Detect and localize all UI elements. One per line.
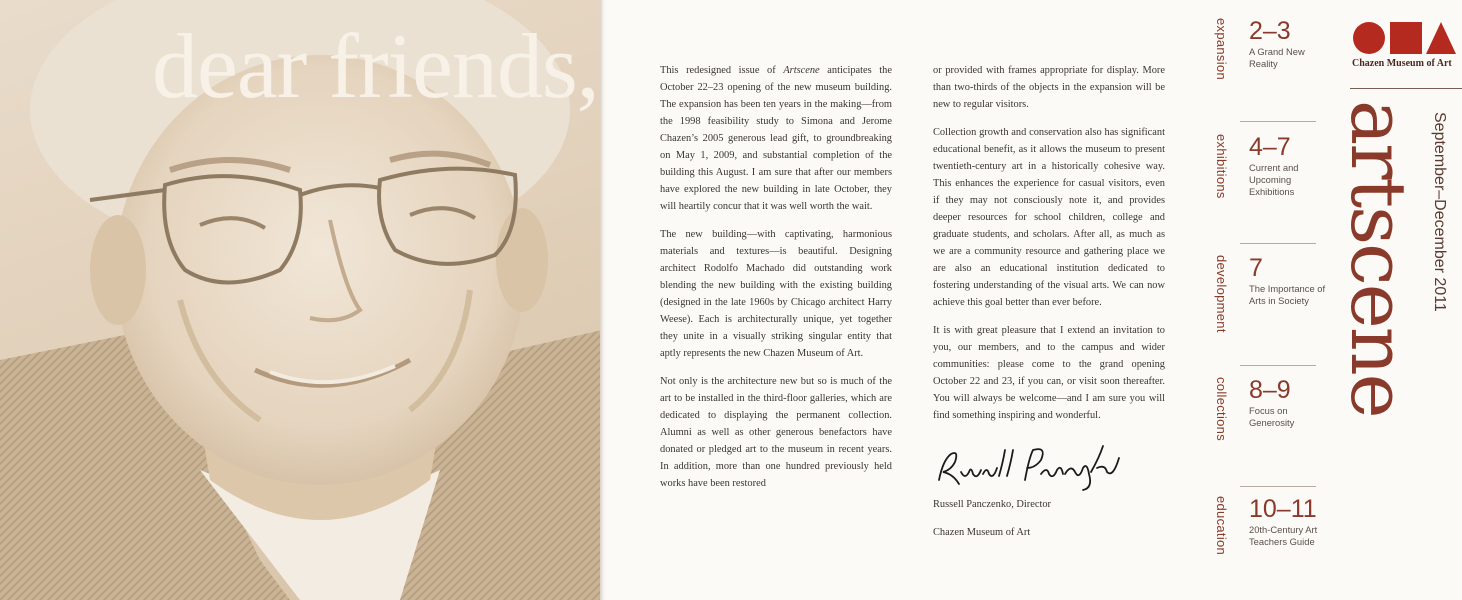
page-gutter [600, 0, 606, 600]
masthead-divider [1350, 88, 1462, 89]
cover-greeting: dear friends, [152, 15, 599, 117]
logo-circle-shape [1353, 22, 1385, 54]
toc-page-numbers: 10–11 [1249, 495, 1317, 523]
letter-paragraph-1: This redesigned issue of Artscene anticipates the October 22–23 opening of the new museum building. The expansion has been ten years in the making—from the 1998 feasibility study to Simona and Jerome Chazen’s 2005 generous lead gift, to groundbreaking on May 1, 2009, and substantial completion of the building this August. I am sure that after our members have explored the new building in late October, they will heartily concur that it was well worth the wait. [660, 65, 892, 212]
handwritten-signature [933, 440, 1133, 492]
issue-date: September–December 2011 [1431, 112, 1448, 312]
toc-article-title: Focus on Generosity [1249, 405, 1295, 428]
toc-article-title: The Importance of Arts in Society [1249, 283, 1326, 306]
toc-divider [1240, 486, 1316, 487]
toc-category: expansion [1214, 18, 1229, 80]
toc-divider [1240, 365, 1316, 366]
toc-divider [1240, 243, 1316, 244]
publication-name: Artscene [783, 65, 820, 76]
museum-logo [1352, 20, 1458, 56]
director-photo [0, 0, 602, 600]
toc-category: exhibitions [1214, 134, 1229, 199]
letter-paragraph-4: or provided with frames appropriate for display. More than two-thirds of the objects in the expansion will be new to regular visitors. [933, 65, 1165, 110]
publication-title: artscene [1334, 100, 1423, 417]
letter-paragraph-5: Collection growth and conservation also has significant educational benefit, as it allows the museum to present twentieth-century art in a historically cohesive way. This enhances the experience for casual visitors, even if they may not consciously note it, and provides deeper resources for school children, college and graduate students, and scholars. After all, as much as we are a community resource and gathering place we are also an educational institution dedicated to fostering understanding of the visual arts. We can now achieve this goal better than ever before. [933, 127, 1165, 308]
toc-page-numbers: 2–3 [1249, 17, 1291, 45]
logo-triangle-shape [1426, 22, 1456, 54]
face [115, 55, 525, 485]
signature-name: Russell Panczenko, Director [933, 499, 1052, 510]
toc-article-title: A Grand New Reality [1249, 46, 1305, 69]
toc-category: education [1214, 496, 1229, 556]
toc-page-numbers: 8–9 [1249, 376, 1291, 404]
toc-page-numbers: 4–7 [1249, 133, 1291, 161]
toc-page-numbers: 7 [1249, 254, 1263, 282]
letter-column-right [933, 62, 1165, 552]
toc-article-title: 20th-Century Art Teachers Guide [1249, 524, 1318, 547]
letter-paragraph-2: The new building—with captivating, harmonious materials and textures—is beautiful. Designing architect Rodolfo Machado did outstanding work blending the new building with the existing building (designed in the late 1960s by Chicago architect Harry Weese). Each is architecturally unique, yet together they unite in a visually striking singular entity that aptly represents the new Chazen Museum of Art. [660, 229, 892, 359]
logo-square-shape [1390, 22, 1422, 54]
museum-name: Chazen Museum of Art [1352, 58, 1452, 69]
letter-column-left [660, 62, 892, 503]
toc-article-title: Current and Upcoming Exhibitions [1249, 162, 1299, 197]
signature-organization: Chazen Museum of Art [933, 527, 1031, 538]
letter-paragraph-6: It is with great pleasure that I extend an invitation to you, our members, and to the campus and wider communities: please come to the grand opening October 22 and 23, if you can, or visit soon thereafter. You will always be welcome—and I am sure you will find something inspiring and wonderful. [933, 325, 1165, 421]
toc-category: collections [1214, 377, 1229, 441]
toc-category: development [1214, 255, 1229, 333]
toc-divider [1240, 121, 1316, 122]
letter-paragraph-3: Not only is the architecture new but so is much of the art to be installed in the third-floor galleries, which are dedicated to displaying the permanent collection. Alumni as well as other generous benefactors have donated or pledged art to the museum in recent years. In addition, more than one hundred previously held works have been restored [660, 376, 892, 489]
